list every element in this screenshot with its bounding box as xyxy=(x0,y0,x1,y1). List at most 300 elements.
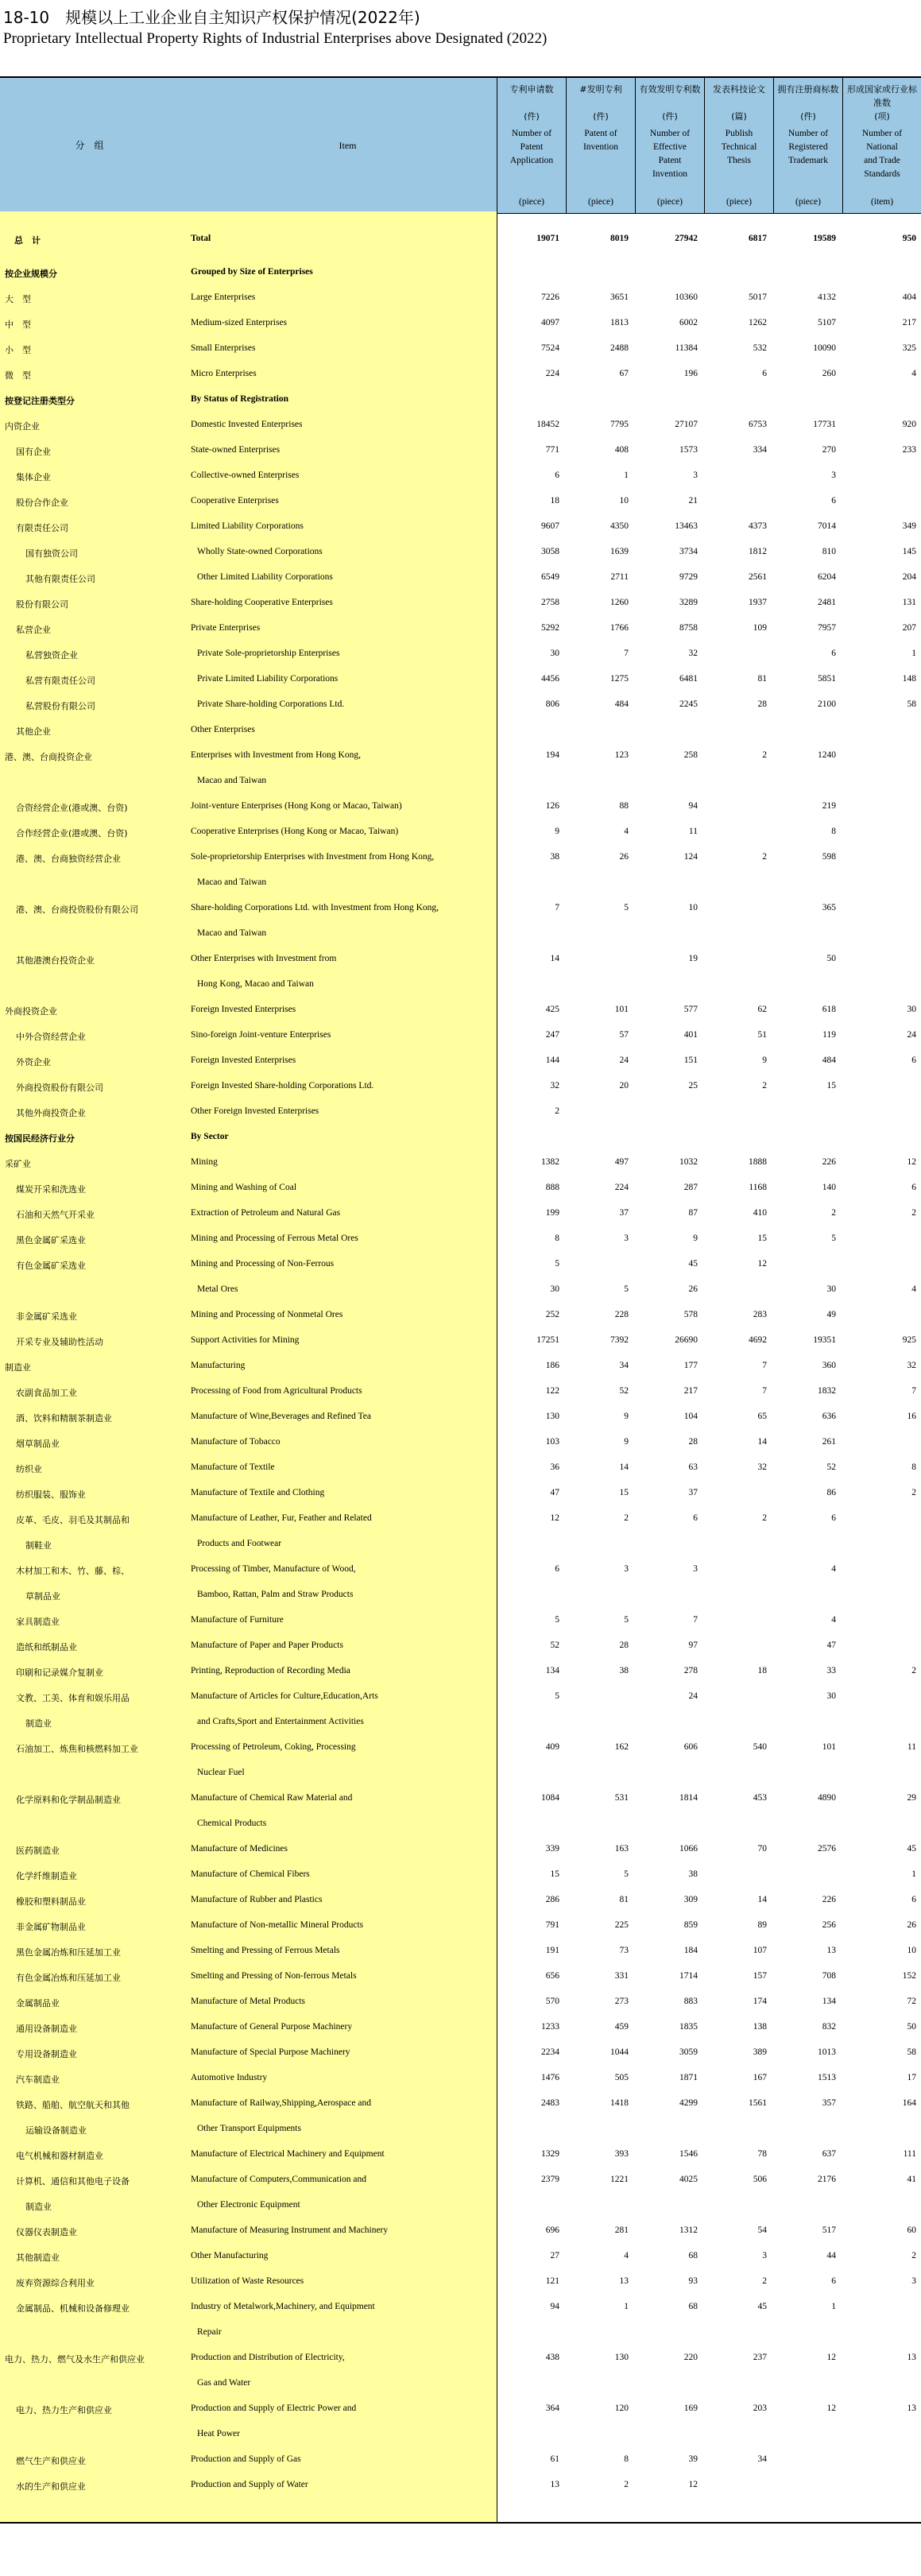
row-value-col-1: 17251 xyxy=(536,1335,559,1345)
row-value-col-4: 45 xyxy=(757,2302,767,2311)
row-label-cn: 医药制造业 xyxy=(16,1846,60,1856)
table-row xyxy=(0,795,921,820)
row-label-en: Other Enterprises xyxy=(191,725,255,734)
row-value-col-4: 1262 xyxy=(749,318,767,327)
table-row xyxy=(0,490,921,515)
row-value-col-4: 62 xyxy=(757,1005,767,1014)
row-value-col-4: 237 xyxy=(753,2353,767,2362)
row-value-col-6: 1 xyxy=(911,649,916,658)
row-value-col-5: 2100 xyxy=(818,699,836,709)
row-label-en-cont: Bamboo, Rattan, Palm and Straw Products xyxy=(197,1590,354,1599)
row-label-en: Other Manufacturing xyxy=(191,2251,269,2260)
row-value-col-2: 130 xyxy=(614,2353,629,2362)
header-col-unit: (篇) xyxy=(731,111,747,122)
row-label-cn: 农副食品加工业 xyxy=(16,1388,77,1398)
row-value-col-1: 13 xyxy=(550,2480,559,2489)
row-value-col-6: 17 xyxy=(907,2073,916,2082)
row-value-col-6: 41 xyxy=(907,2175,916,2184)
row-value-col-5: 4132 xyxy=(818,292,836,302)
row-label-cn: 中 型 xyxy=(5,320,31,330)
row-value-col-3: 196 xyxy=(683,369,698,378)
row-label-cn: 黑色金属矿采选业 xyxy=(16,1235,86,1245)
row-value-col-6: 45 xyxy=(907,1844,916,1854)
header-item-en: Item xyxy=(339,140,357,151)
header-col-en-line: Application xyxy=(509,156,554,165)
row-label-en: Share-holding Corporations Ltd. with Investment from Hong Kong, xyxy=(191,903,439,912)
row-value-col-1: 247 xyxy=(545,1030,559,1040)
row-value-col-6: 2 xyxy=(911,2251,916,2260)
row-label-en: Manufacture of Tobacco xyxy=(191,1437,281,1447)
row-label-cn: 合资经营企业(港或澳、台资) xyxy=(16,803,128,813)
row-value-col-3: 2245 xyxy=(679,699,698,709)
row-value-col-6: 72 xyxy=(907,1997,916,2006)
row-label-cn: 外商投资股份有限公司 xyxy=(16,1083,103,1093)
row-value-col-2: 38 xyxy=(619,1666,629,1675)
row-label-cn: 橡胶和塑料制品业 xyxy=(16,1896,86,1907)
row-value-col-3: 3 xyxy=(693,1564,698,1574)
header-col-unit-en: (piece) xyxy=(519,197,544,207)
row-label-cn-cont: 制鞋业 xyxy=(25,1540,52,1551)
row-value-col-1: 94 xyxy=(550,2302,559,2311)
row-value-col-3: 606 xyxy=(683,1742,698,1752)
row-value-col-1: 191 xyxy=(545,1946,559,1955)
row-value-col-1: 2234 xyxy=(541,2047,559,2057)
row-label-cn: 黑色金属冶炼和压延加工业 xyxy=(16,1947,121,1958)
table-row xyxy=(0,1202,921,1227)
row-label-en: Manufacture of Chemical Fibers xyxy=(191,1869,310,1879)
table-row xyxy=(0,744,921,795)
row-label-cn: 按企业规模分 xyxy=(5,269,57,279)
header-col-en-line: Patent xyxy=(658,156,682,165)
row-value-col-6: 207 xyxy=(902,623,916,633)
row-value-col-6: 217 xyxy=(902,318,916,327)
row-value-col-5: 219 xyxy=(822,801,836,811)
table-row xyxy=(0,1024,921,1049)
table-row xyxy=(0,719,921,744)
row-value-col-2: 26 xyxy=(619,852,629,862)
row-value-col-2: 273 xyxy=(614,1997,629,2006)
header-col-en-line: Invention xyxy=(582,142,619,152)
row-value-col-5: 6 xyxy=(831,1513,836,1523)
row-value-col-3: 1814 xyxy=(679,1793,698,1803)
row-value-col-5: 360 xyxy=(822,1361,836,1370)
row-value-col-6: 26 xyxy=(907,1920,916,1930)
row-value-col-5: 6 xyxy=(831,496,836,506)
table-row xyxy=(0,947,921,998)
row-value-col-5: 2 xyxy=(831,1208,836,1218)
row-label-en: Private Enterprises xyxy=(191,623,261,633)
header-col-unit-en: (piece) xyxy=(795,197,821,207)
row-label-en: Enterprises with Investment from Hong Kong, xyxy=(191,750,361,760)
row-value-col-4: 506 xyxy=(753,2175,767,2184)
row-label-cn: 纺织业 xyxy=(16,1464,42,1474)
row-label-cn: 港、澳、台商投资股份有限公司 xyxy=(16,905,138,915)
row-value-col-1: 36 xyxy=(550,1462,559,1472)
row-label-en: Extraction of Petroleum and Natural Gas xyxy=(191,1208,341,1218)
header-col-cn: 专利申请数 xyxy=(509,84,554,95)
row-label-en: Foreign Invested Enterprises xyxy=(191,1056,296,1065)
row-value-col-2: 4 xyxy=(624,2251,629,2260)
row-value-col-4: 203 xyxy=(753,2404,767,2413)
row-value-col-4: 157 xyxy=(753,1971,767,1981)
row-value-col-2: 459 xyxy=(614,2022,629,2032)
row-value-col-3: 1573 xyxy=(679,445,698,455)
row-label-en: Production and Distribution of Electricity, xyxy=(191,2353,345,2362)
header-col-cn: 发表科技论文 xyxy=(713,84,765,95)
row-label-cn: 纺织服装、服饰业 xyxy=(16,1489,86,1500)
row-label-en: Cooperative Enterprises xyxy=(191,496,279,506)
row-value-col-6: 7 xyxy=(911,1386,916,1396)
row-label-cn: 燃气生产和供应业 xyxy=(16,2456,86,2466)
table-row xyxy=(0,1354,921,1380)
row-value-col-2: 10 xyxy=(619,496,629,506)
header-col-unit: (件) xyxy=(800,111,816,122)
row-value-col-1: 52 xyxy=(550,1641,559,1650)
row-value-col-6: 1 xyxy=(911,1869,916,1879)
table-row xyxy=(0,1227,921,1253)
row-value-col-2: 14 xyxy=(619,1462,629,1472)
row-value-col-2: 52 xyxy=(619,1386,629,1396)
row-value-col-6: 131 xyxy=(902,598,916,607)
row-value-col-5: 49 xyxy=(826,1310,836,1319)
row-value-col-2: 228 xyxy=(614,1310,629,1319)
row-value-col-5: 30 xyxy=(826,1691,836,1701)
row-value-col-1: 61 xyxy=(550,2454,559,2464)
row-label-en: Smelting and Pressing of Ferrous Metals xyxy=(191,1946,340,1955)
row-value-col-1: 47 xyxy=(550,1488,559,1497)
row-value-col-6: 164 xyxy=(902,2098,916,2108)
table-row xyxy=(0,1278,921,1303)
row-value-col-6: 148 xyxy=(902,674,916,684)
row-value-col-1: 126 xyxy=(545,801,559,811)
row-value-col-3: 177 xyxy=(683,1361,698,1370)
row-value-col-2: 1044 xyxy=(610,2047,629,2057)
row-value-col-1: 122 xyxy=(545,1386,559,1396)
row-value-col-5: 1240 xyxy=(818,750,836,760)
row-value-col-4: 2 xyxy=(762,1081,767,1090)
table-row xyxy=(0,820,921,846)
row-value-col-6: 29 xyxy=(907,1793,916,1803)
row-value-col-1: 656 xyxy=(545,1971,559,1981)
row-value-col-1: 9607 xyxy=(541,521,559,531)
row-value-col-5: 30 xyxy=(826,1284,836,1294)
row-label-en: Micro Enterprises xyxy=(191,369,257,378)
row-value-col-5: 101 xyxy=(822,1742,836,1752)
row-value-col-1: 438 xyxy=(545,2353,559,2362)
row-value-col-2: 3 xyxy=(624,1234,629,1243)
row-value-col-2: 101 xyxy=(614,1005,629,1014)
row-label-en: Manufacture of Paper and Paper Products xyxy=(191,1641,343,1650)
header-col-en-line: Publish xyxy=(725,129,753,138)
header-col-en-line: Standards xyxy=(864,169,900,179)
row-value-col-4: 410 xyxy=(753,1208,767,1218)
header-col-en-line: Number of xyxy=(511,129,552,138)
row-value-col-2: 281 xyxy=(614,2225,629,2235)
row-label-en: Manufacture of Textile xyxy=(191,1462,275,1472)
row-label-cn: 铁路、船舶、航空航天和其他 xyxy=(16,2100,130,2110)
row-label-cn: 木材加工和木、竹、藤、棕、 xyxy=(16,1566,130,1576)
row-label-cn-cont: 运输设备制造业 xyxy=(25,2125,87,2136)
row-value-col-5: 637 xyxy=(822,2149,836,2159)
row-value-col-3: 309 xyxy=(683,1895,698,1904)
row-value-col-2: 20 xyxy=(619,1081,629,1090)
header-col-unit-en: (item) xyxy=(870,197,894,207)
row-value-col-5: 2176 xyxy=(818,2175,836,2184)
row-label-en: Manufacture of Articles for Culture,Education,Arts xyxy=(191,1691,378,1701)
row-label-cn: 金属制品业 xyxy=(16,1998,60,2009)
row-value-col-1: 6 xyxy=(555,1564,559,1574)
row-value-col-4: 138 xyxy=(753,2022,767,2032)
row-value-col-5: 708 xyxy=(822,1971,836,1981)
header-col-en-line: National xyxy=(866,142,898,152)
row-label-cn: 私营股份有限公司 xyxy=(25,701,95,711)
row-value-col-5: 270 xyxy=(822,445,836,455)
row-value-col-3: 287 xyxy=(683,1183,698,1192)
row-value-col-2: 1221 xyxy=(610,2175,629,2184)
row-value-col-5: 44 xyxy=(826,2251,836,2260)
row-label-cn: 水的生产和供应业 xyxy=(16,2481,86,2492)
row-value-col-6: 404 xyxy=(902,292,916,302)
table-row xyxy=(0,2041,921,2067)
row-value-col-3: 97 xyxy=(688,1641,698,1650)
row-value-col-2: 5 xyxy=(624,1869,629,1879)
row-label-en-cont: Other Transport Equipments xyxy=(197,2124,301,2133)
row-value-col-4: 32 xyxy=(757,1462,767,1472)
row-value-col-6: 2 xyxy=(911,1488,916,1497)
row-label-cn: 港、澳、台商投资企业 xyxy=(5,752,92,762)
row-value-col-1: 30 xyxy=(550,1284,559,1294)
row-value-col-4: 1812 xyxy=(749,547,767,556)
table-row xyxy=(0,2092,921,2143)
row-value-col-4: 78 xyxy=(757,2149,767,2159)
row-label-cn: 汽车制造业 xyxy=(16,2074,60,2085)
row-value-col-6: 3 xyxy=(911,2276,916,2286)
row-value-col-6: 4 xyxy=(911,1284,916,1294)
row-label-cn: 造纸和纸制品业 xyxy=(16,1642,77,1652)
row-label-en: Foreign Invested Share-holding Corporations Ltd. xyxy=(191,1081,374,1090)
row-label-en: Manufacture of Chemical Raw Material and xyxy=(191,1793,353,1803)
row-label-en: Manufacture of Non-metallic Mineral Products xyxy=(191,1920,364,1930)
row-value-col-1: 199 xyxy=(545,1208,559,1218)
row-label-en: Total xyxy=(191,234,211,243)
row-value-col-2: 1418 xyxy=(610,2098,629,2108)
row-label-en: Grouped by Size of Enterprises xyxy=(191,267,313,277)
row-value-col-3: 104 xyxy=(683,1412,698,1421)
table-row xyxy=(0,1049,921,1075)
row-value-col-4: 51 xyxy=(757,1030,767,1040)
row-value-col-6: 10 xyxy=(907,1946,916,1955)
row-value-col-2: 162 xyxy=(614,1742,629,1752)
row-value-col-6: 11 xyxy=(907,1742,916,1752)
row-value-col-6: 6 xyxy=(911,1183,916,1192)
row-label-cn-cont: 草制品业 xyxy=(25,1591,60,1602)
table-row xyxy=(0,2168,921,2219)
row-value-col-3: 28 xyxy=(688,1437,698,1447)
row-value-col-4: 81 xyxy=(757,674,767,684)
row-label-en: Other Limited Liability Corporations xyxy=(197,572,333,582)
row-value-col-1: 364 xyxy=(545,2404,559,2413)
row-label-en-cont: Chemical Products xyxy=(197,1819,267,1828)
row-value-col-2: 1639 xyxy=(610,547,629,556)
row-value-col-6: 349 xyxy=(902,521,916,531)
table-row xyxy=(0,2219,921,2245)
row-value-col-4: 7 xyxy=(762,1386,767,1396)
row-value-col-6: 12 xyxy=(907,1157,916,1167)
row-label-en: Manufacture of General Purpose Machinery xyxy=(191,2022,353,2032)
row-value-col-3: 4299 xyxy=(679,2098,698,2108)
row-label-en: Private Share-holding Corporations Ltd. xyxy=(197,699,345,709)
row-value-col-2: 73 xyxy=(619,1946,629,1955)
row-label-cn: 金属制品、机械和设备修理业 xyxy=(16,2303,130,2314)
table-row xyxy=(0,566,921,591)
row-label-en: Manufacture of Rubber and Plastics xyxy=(191,1895,323,1904)
row-label-en: Limited Liability Corporations xyxy=(191,521,304,531)
header-col-unit-en: (piece) xyxy=(657,197,683,207)
row-value-col-3: 10 xyxy=(688,903,698,912)
row-value-col-3: 278 xyxy=(683,1666,698,1675)
header-item-cell xyxy=(0,78,497,213)
row-label-cn: 总 计 xyxy=(14,235,41,246)
row-value-col-5: 1013 xyxy=(818,2047,836,2057)
row-label-cn: 私营独资企业 xyxy=(25,650,78,660)
row-label-en: Manufacture of Electrical Machinery and Equipment xyxy=(191,2149,385,2159)
table-row xyxy=(0,2397,921,2448)
row-value-col-2: 393 xyxy=(614,2149,629,2159)
row-label-cn: 酒、饮料和精制茶制造业 xyxy=(16,1413,112,1424)
header-col-unit: (件) xyxy=(662,111,678,122)
row-label-cn: 专用设备制造业 xyxy=(16,2049,77,2059)
row-value-col-1: 14 xyxy=(550,954,559,963)
row-value-col-3: 258 xyxy=(683,750,698,760)
row-value-col-4: 540 xyxy=(753,1742,767,1752)
row-label-en: Manufacture of Measuring Instrument and Machinery xyxy=(191,2225,389,2235)
row-label-en-cont: Other Electronic Equipment xyxy=(197,2200,300,2210)
row-value-col-5: 226 xyxy=(822,1157,836,1167)
row-value-col-1: 1329 xyxy=(541,2149,559,2159)
table-row xyxy=(0,261,921,286)
row-value-col-1: 771 xyxy=(545,445,559,455)
row-value-col-1: 224 xyxy=(545,369,559,378)
row-label-cn: 合作经营企业(港或澳、台资) xyxy=(16,828,128,839)
header-col-en-line: Number of xyxy=(861,129,903,138)
table-row xyxy=(0,1660,921,1685)
row-value-col-5: 5851 xyxy=(818,674,836,684)
row-value-col-2: 1275 xyxy=(610,674,629,684)
row-label-cn: 有色金属冶炼和压延加工业 xyxy=(16,1973,121,1983)
row-value-col-6: 2 xyxy=(911,1666,916,1675)
header-col-en-line: Thesis xyxy=(726,156,752,165)
header-col-unit-en: (piece) xyxy=(588,197,613,207)
row-value-col-5: 517 xyxy=(822,2225,836,2235)
row-label-cn: 计算机、通信和其他电子设备 xyxy=(16,2176,130,2187)
row-value-col-1: 5 xyxy=(555,1691,559,1701)
table-row xyxy=(0,2295,921,2346)
row-value-col-1: 252 xyxy=(545,1310,559,1319)
row-label-cn: 有色金属矿采选业 xyxy=(16,1261,86,1271)
row-value-col-2: 5 xyxy=(624,903,629,912)
table-row xyxy=(0,668,921,693)
row-value-col-6: 2 xyxy=(911,1208,916,1218)
row-value-col-4: 453 xyxy=(753,1793,767,1803)
header-col-en-line: Number of xyxy=(649,129,691,138)
table-row xyxy=(0,2448,921,2473)
row-value-col-2: 8 xyxy=(624,2454,629,2464)
row-value-col-4: 1561 xyxy=(749,2098,767,2108)
row-value-col-1: 38 xyxy=(550,852,559,862)
row-label-cn: 中外合资经营企业 xyxy=(16,1032,86,1042)
row-value-col-1: 2483 xyxy=(541,2098,559,2108)
row-value-col-6: 325 xyxy=(902,343,916,353)
row-value-col-3: 93 xyxy=(688,2276,698,2286)
row-value-col-5: 50 xyxy=(826,954,836,963)
row-value-col-1: 5 xyxy=(555,1615,559,1625)
row-value-col-2: 5 xyxy=(624,1615,629,1625)
row-value-col-5: 1832 xyxy=(818,1386,836,1396)
row-value-col-3: 27942 xyxy=(675,234,698,243)
row-value-col-5: 832 xyxy=(822,2022,836,2032)
row-value-col-6: 6 xyxy=(911,1056,916,1065)
row-value-col-4: 34 xyxy=(757,2454,767,2464)
row-label-cn: 大 型 xyxy=(5,294,31,304)
row-label-en: Processing of Food from Agricultural Products xyxy=(191,1386,362,1396)
row-value-col-3: 13463 xyxy=(675,521,698,531)
row-label-en: Wholly State-owned Corporations xyxy=(197,547,323,556)
row-value-col-3: 184 xyxy=(683,1946,698,1955)
row-label-cn: 电气机械和器材制造业 xyxy=(16,2151,103,2161)
table-row xyxy=(0,1253,921,1278)
table-row xyxy=(0,1990,921,2016)
row-label-cn: 其他制造业 xyxy=(16,2253,60,2263)
header-col-5 xyxy=(773,78,842,213)
row-label-cn: 港、澳、台商独资经营企业 xyxy=(16,854,121,864)
row-value-col-3: 883 xyxy=(683,1997,698,2006)
row-value-col-4: 4692 xyxy=(749,1335,767,1345)
row-value-col-2: 123 xyxy=(614,750,629,760)
row-value-col-5: 226 xyxy=(822,1895,836,1904)
row-label-en: Private Limited Liability Corporations xyxy=(197,674,339,684)
row-value-col-2: 7795 xyxy=(610,420,629,429)
row-label-en: By Sector xyxy=(191,1132,229,1141)
table-row xyxy=(0,1634,921,1660)
row-label-en: Cooperative Enterprises (Hong Kong or Macao, Taiwan) xyxy=(191,827,399,836)
table-row xyxy=(0,1431,921,1456)
row-label-cn: 股份有限公司 xyxy=(16,599,68,610)
row-label-en: Small Enterprises xyxy=(191,343,256,353)
row-label-cn: 股份合作企业 xyxy=(16,498,68,508)
table-row xyxy=(0,337,921,362)
row-label-en: Manufacturing xyxy=(191,1361,246,1370)
row-label-en: Collective-owned Enterprises xyxy=(191,471,300,480)
row-value-col-3: 220 xyxy=(683,2353,698,2362)
row-value-col-3: 6002 xyxy=(679,318,698,327)
header-col-en-line: Patent xyxy=(520,142,544,152)
row-label-cn: 私营企业 xyxy=(16,625,51,635)
row-value-col-1: 9 xyxy=(555,827,559,836)
row-label-en-cont: Nuclear Fuel xyxy=(197,1768,245,1777)
row-value-col-5: 256 xyxy=(822,1920,836,1930)
row-label-en: Manufacture of Medicines xyxy=(191,1844,288,1854)
row-value-col-1: 1476 xyxy=(541,2073,559,2082)
row-value-col-5: 8 xyxy=(831,827,836,836)
row-label-en: Manufacture of Wine,Beverages and Refined Tea xyxy=(191,1412,371,1421)
row-label-en: Mining and Washing of Coal xyxy=(191,1183,297,1192)
row-label-cn: 制造业 xyxy=(5,1362,31,1373)
table-row xyxy=(0,362,921,388)
row-value-col-3: 1871 xyxy=(679,2073,698,2082)
row-value-col-3: 21 xyxy=(688,496,698,506)
row-value-col-2: 7 xyxy=(624,649,629,658)
row-value-col-1: 186 xyxy=(545,1361,559,1370)
